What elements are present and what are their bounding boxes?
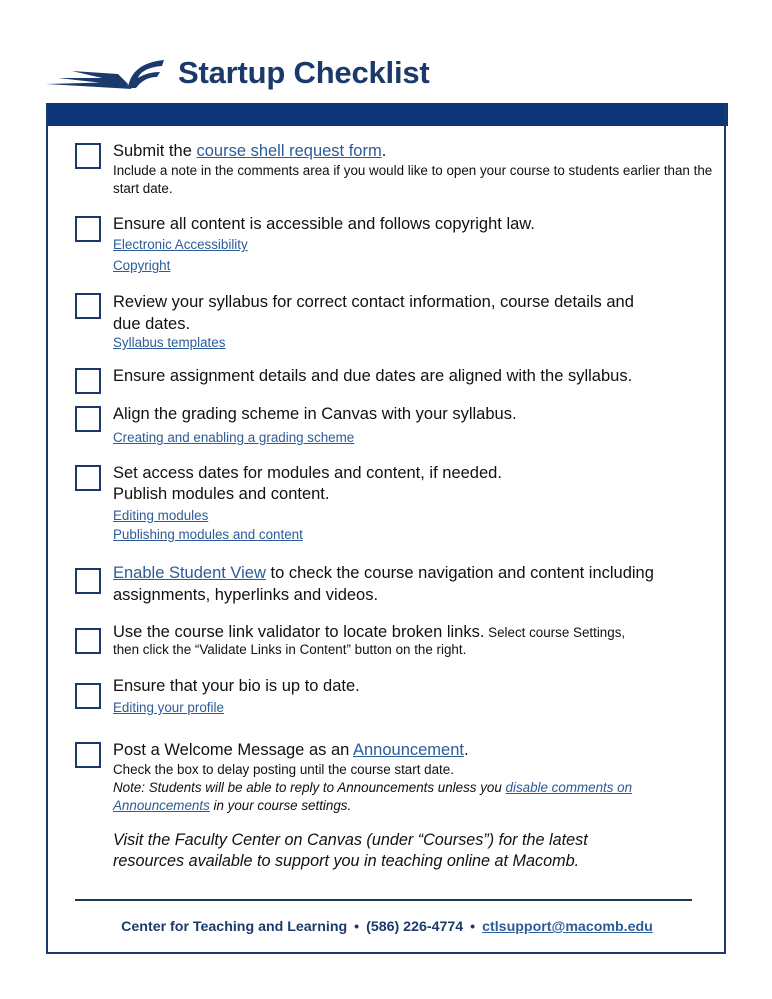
copyright-link[interactable]: Copyright	[113, 258, 171, 273]
publishing-modules-link[interactable]: Publishing modules and content	[113, 527, 303, 542]
item-subtext: Check the box to delay posting until the course start date.	[113, 762, 454, 777]
item-text: Submit the	[113, 142, 197, 160]
checkbox[interactable]	[75, 143, 101, 169]
disable-comments-link[interactable]: disable comments on Announcements	[113, 780, 633, 813]
syllabus-templates-link[interactable]: Syllabus templates	[113, 335, 226, 350]
editing-profile-link[interactable]: Editing your profile	[113, 700, 224, 715]
page-title: Startup Checklist	[178, 55, 430, 90]
footer-org: Center for Teaching and Learning	[121, 919, 348, 935]
item-text: Align the grading scheme in Canvas with your syllabus.	[113, 405, 517, 423]
separator-dot: •	[470, 919, 476, 935]
note-text: Note: Students will be able to reply to Announcements unless you	[113, 780, 506, 795]
macomb-logo	[44, 58, 166, 94]
checkbox[interactable]	[75, 216, 101, 242]
item-text: Ensure that your bio is up to date.	[113, 677, 360, 695]
editing-modules-link[interactable]: Editing modules	[113, 508, 209, 523]
item-text: Review your syllabus for correct contact information, course details and due dates.	[113, 293, 634, 333]
item-note	[113, 779, 723, 815]
item-subtext: then click the “Validate Links in Content” button on the right.	[113, 642, 467, 657]
item-subtext: Include a note in the comments area if you would like to open your course to students earlier than the start date.	[113, 163, 713, 196]
grading-scheme-link[interactable]: Creating and enabling a grading scheme	[113, 430, 355, 445]
item-text: Post a Welcome Message as an	[113, 741, 353, 759]
checkbox[interactable]	[75, 293, 101, 319]
item-text-end: .	[463, 741, 469, 759]
checkbox[interactable]	[75, 368, 101, 394]
checkbox[interactable]	[75, 742, 101, 768]
separator-dot: •	[354, 919, 360, 935]
course-shell-request-link[interactable]: course shell request form	[196, 142, 382, 160]
item-text: Ensure all content is accessible and follows copyright law.	[113, 215, 535, 233]
announcement-link[interactable]: Announcement	[352, 741, 464, 759]
item-text: to check the course navigation and content including assignments, hyperlinks and videos.	[113, 564, 654, 604]
checkbox[interactable]	[75, 406, 101, 432]
checkbox[interactable]	[75, 683, 101, 709]
item-text: Use the course link validator to locate broken links.	[113, 623, 485, 641]
item-subtext-inline: Select course Settings,	[484, 625, 626, 640]
electronic-accessibility-link[interactable]: Electronic Accessibility	[113, 237, 248, 252]
footer-phone: (586) 226-4774	[366, 919, 464, 935]
footer	[46, 919, 728, 935]
item-text: Ensure assignment details and due dates are aligned with the syllabus.	[113, 367, 633, 385]
footer-email-link[interactable]: ctlsupport@macomb.edu	[482, 919, 653, 935]
note-text-end: in your course settings.	[209, 798, 352, 813]
item-text-end: .	[381, 142, 387, 160]
visit-faculty-center-text: Visit the Faculty Center on Canvas (under “Courses”) for the latest resources available to support you in teaching online at Macomb.	[113, 831, 588, 870]
item-text-2: Publish modules and content.	[113, 485, 330, 503]
item-text: Set access dates for modules and content, if needed.	[113, 464, 502, 482]
checkbox[interactable]	[75, 628, 101, 654]
checkbox[interactable]	[75, 465, 101, 491]
footer-divider	[75, 899, 692, 901]
enable-student-view-link[interactable]: Enable Student View	[113, 564, 266, 582]
checkbox[interactable]	[75, 568, 101, 594]
